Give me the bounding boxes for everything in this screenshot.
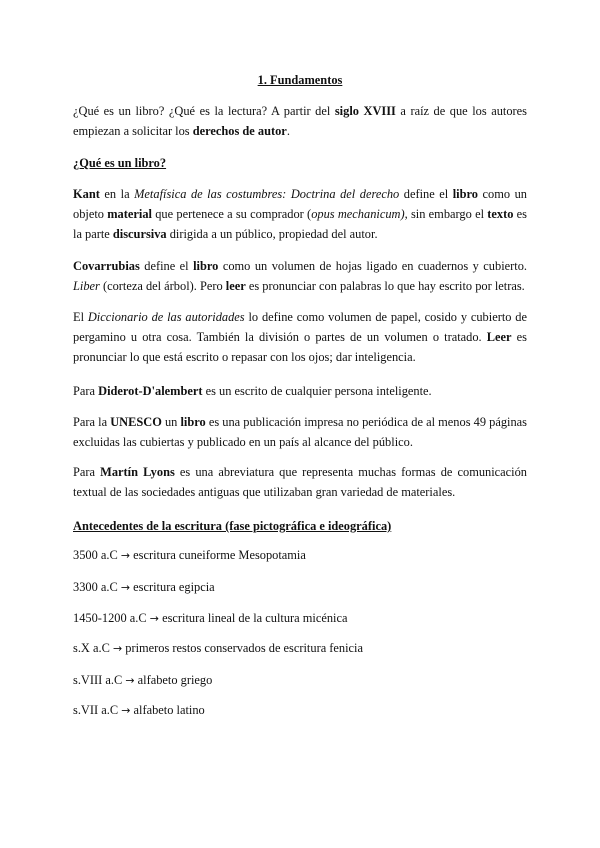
italic-text: Liber bbox=[73, 279, 100, 293]
timeline-item bbox=[73, 545, 527, 566]
covarrubias-paragraph bbox=[73, 256, 527, 296]
bold-text: libro bbox=[180, 415, 206, 429]
kant-paragraph bbox=[73, 184, 527, 244]
timeline-date: 3300 a.C bbox=[73, 580, 121, 594]
text: es la parte bbox=[73, 207, 528, 241]
timeline-item bbox=[73, 700, 527, 721]
text: dirigida a un público, propiedad del autor. bbox=[166, 227, 378, 241]
bold-text: libro bbox=[193, 259, 219, 273]
italic-text: Diccionario de las autoridades bbox=[87, 310, 245, 324]
timeline-text: alfabeto griego bbox=[134, 673, 213, 687]
bold-text: libro bbox=[452, 187, 478, 201]
timeline-date: 1450-1200 a.C bbox=[73, 611, 150, 625]
bold-text: material bbox=[107, 207, 152, 221]
timeline-text: alfabeto latino bbox=[130, 703, 205, 717]
text: lo define como volumen de papel, cosido y cubierto de pergamino u otra cosa. También la división o partes de un volumen o tratado. bbox=[73, 310, 527, 344]
arrow-right-icon: → bbox=[120, 581, 131, 594]
text: un bbox=[161, 415, 181, 429]
timeline-item bbox=[73, 670, 527, 691]
lyons-paragraph bbox=[73, 462, 527, 502]
timeline-text: primeros restos conservados de escritura fenicia bbox=[122, 641, 363, 655]
timeline-date: 3500 a.C bbox=[73, 548, 121, 562]
text: ¿Qué es un libro? ¿Qué es la lectura? A partir del bbox=[73, 104, 335, 118]
arrow-right-icon: → bbox=[112, 642, 123, 655]
text: Para bbox=[73, 384, 99, 398]
arrow-right-icon: → bbox=[125, 674, 135, 687]
timeline-item bbox=[73, 577, 527, 598]
timeline-date: s.VIII a.C bbox=[73, 673, 126, 687]
bold-text: Martín Lyons bbox=[100, 465, 175, 479]
unesco-paragraph bbox=[73, 412, 527, 452]
diderot-paragraph bbox=[73, 381, 527, 401]
text: (corteza del árbol). Pero bbox=[99, 279, 226, 293]
timeline-item bbox=[73, 638, 527, 659]
timeline-text: escritura cuneiforme Mesopotamia bbox=[130, 548, 306, 562]
bold-text: Diderot-D'alembert bbox=[98, 384, 203, 398]
text: como un volumen de hojas ligado en cuadernos y cubierto. bbox=[218, 259, 527, 273]
diccionario-paragraph bbox=[73, 307, 527, 367]
text: es pronunciar lo que está escrito o repasar con los ojos; dar inteligencia. bbox=[73, 330, 527, 364]
text: que pertenece a su comprador ( bbox=[151, 207, 312, 221]
text: como un objeto bbox=[73, 187, 527, 221]
intro-paragraph bbox=[73, 101, 527, 141]
text: en la bbox=[99, 187, 135, 201]
bold-text: siglo XVIII bbox=[334, 104, 396, 118]
italic-text: opus mechanicum) bbox=[311, 207, 405, 221]
text: El bbox=[73, 310, 88, 324]
text: Para la bbox=[73, 415, 111, 429]
text: define el bbox=[139, 259, 194, 273]
text: es un escrito de cualquier persona inteligente. bbox=[202, 384, 432, 398]
text: es pronunciar con palabras lo que hay escrito por letras. bbox=[245, 279, 525, 293]
text: es una abreviatura que representa muchas formas de comunicación textual de las sociedades antiguas que utilizaban gran variedad de materiales. bbox=[73, 465, 527, 499]
bold-text: UNESCO bbox=[110, 415, 162, 429]
bold-text: leer bbox=[225, 279, 246, 293]
bold-text: derechos de autor bbox=[192, 124, 287, 138]
bold-text: discursiva bbox=[112, 227, 167, 241]
page-title: 1. Fundamentos bbox=[257, 73, 343, 87]
arrow-right-icon: → bbox=[121, 704, 131, 717]
timeline-text: escritura egipcia bbox=[130, 580, 215, 594]
bold-text: Kant bbox=[73, 187, 100, 201]
bold-text: Covarrubias bbox=[73, 259, 140, 273]
bold-text: texto bbox=[487, 207, 514, 221]
timeline-text: escritura lineal de la cultura micénica bbox=[158, 611, 348, 625]
text: define el bbox=[399, 187, 453, 201]
italic-text: Metafísica de las costumbres: Doctrina del derecho bbox=[134, 187, 400, 201]
arrow-right-icon: → bbox=[149, 612, 159, 625]
section-heading-antecedentes: Antecedentes de la escritura (fase pictográfica e ideográfica) bbox=[73, 519, 392, 533]
text: es una publicación impresa no periódica de al menos 49 páginas excluidas las cubiertas y publicado en un país al alcance del público. bbox=[73, 415, 528, 449]
text: . bbox=[286, 124, 290, 138]
text: Para bbox=[73, 465, 101, 479]
text: a raíz de que los autores empiezan a solicitar los bbox=[73, 104, 527, 138]
timeline-item bbox=[73, 608, 527, 629]
text: , sin embargo el bbox=[404, 207, 488, 221]
arrow-right-icon: → bbox=[120, 549, 131, 562]
timeline-date: s.X a.C bbox=[73, 641, 113, 655]
bold-text: Leer bbox=[486, 330, 512, 344]
timeline-date: s.VII a.C bbox=[73, 703, 122, 717]
section-heading-libro: ¿Qué es un libro? bbox=[73, 156, 167, 170]
